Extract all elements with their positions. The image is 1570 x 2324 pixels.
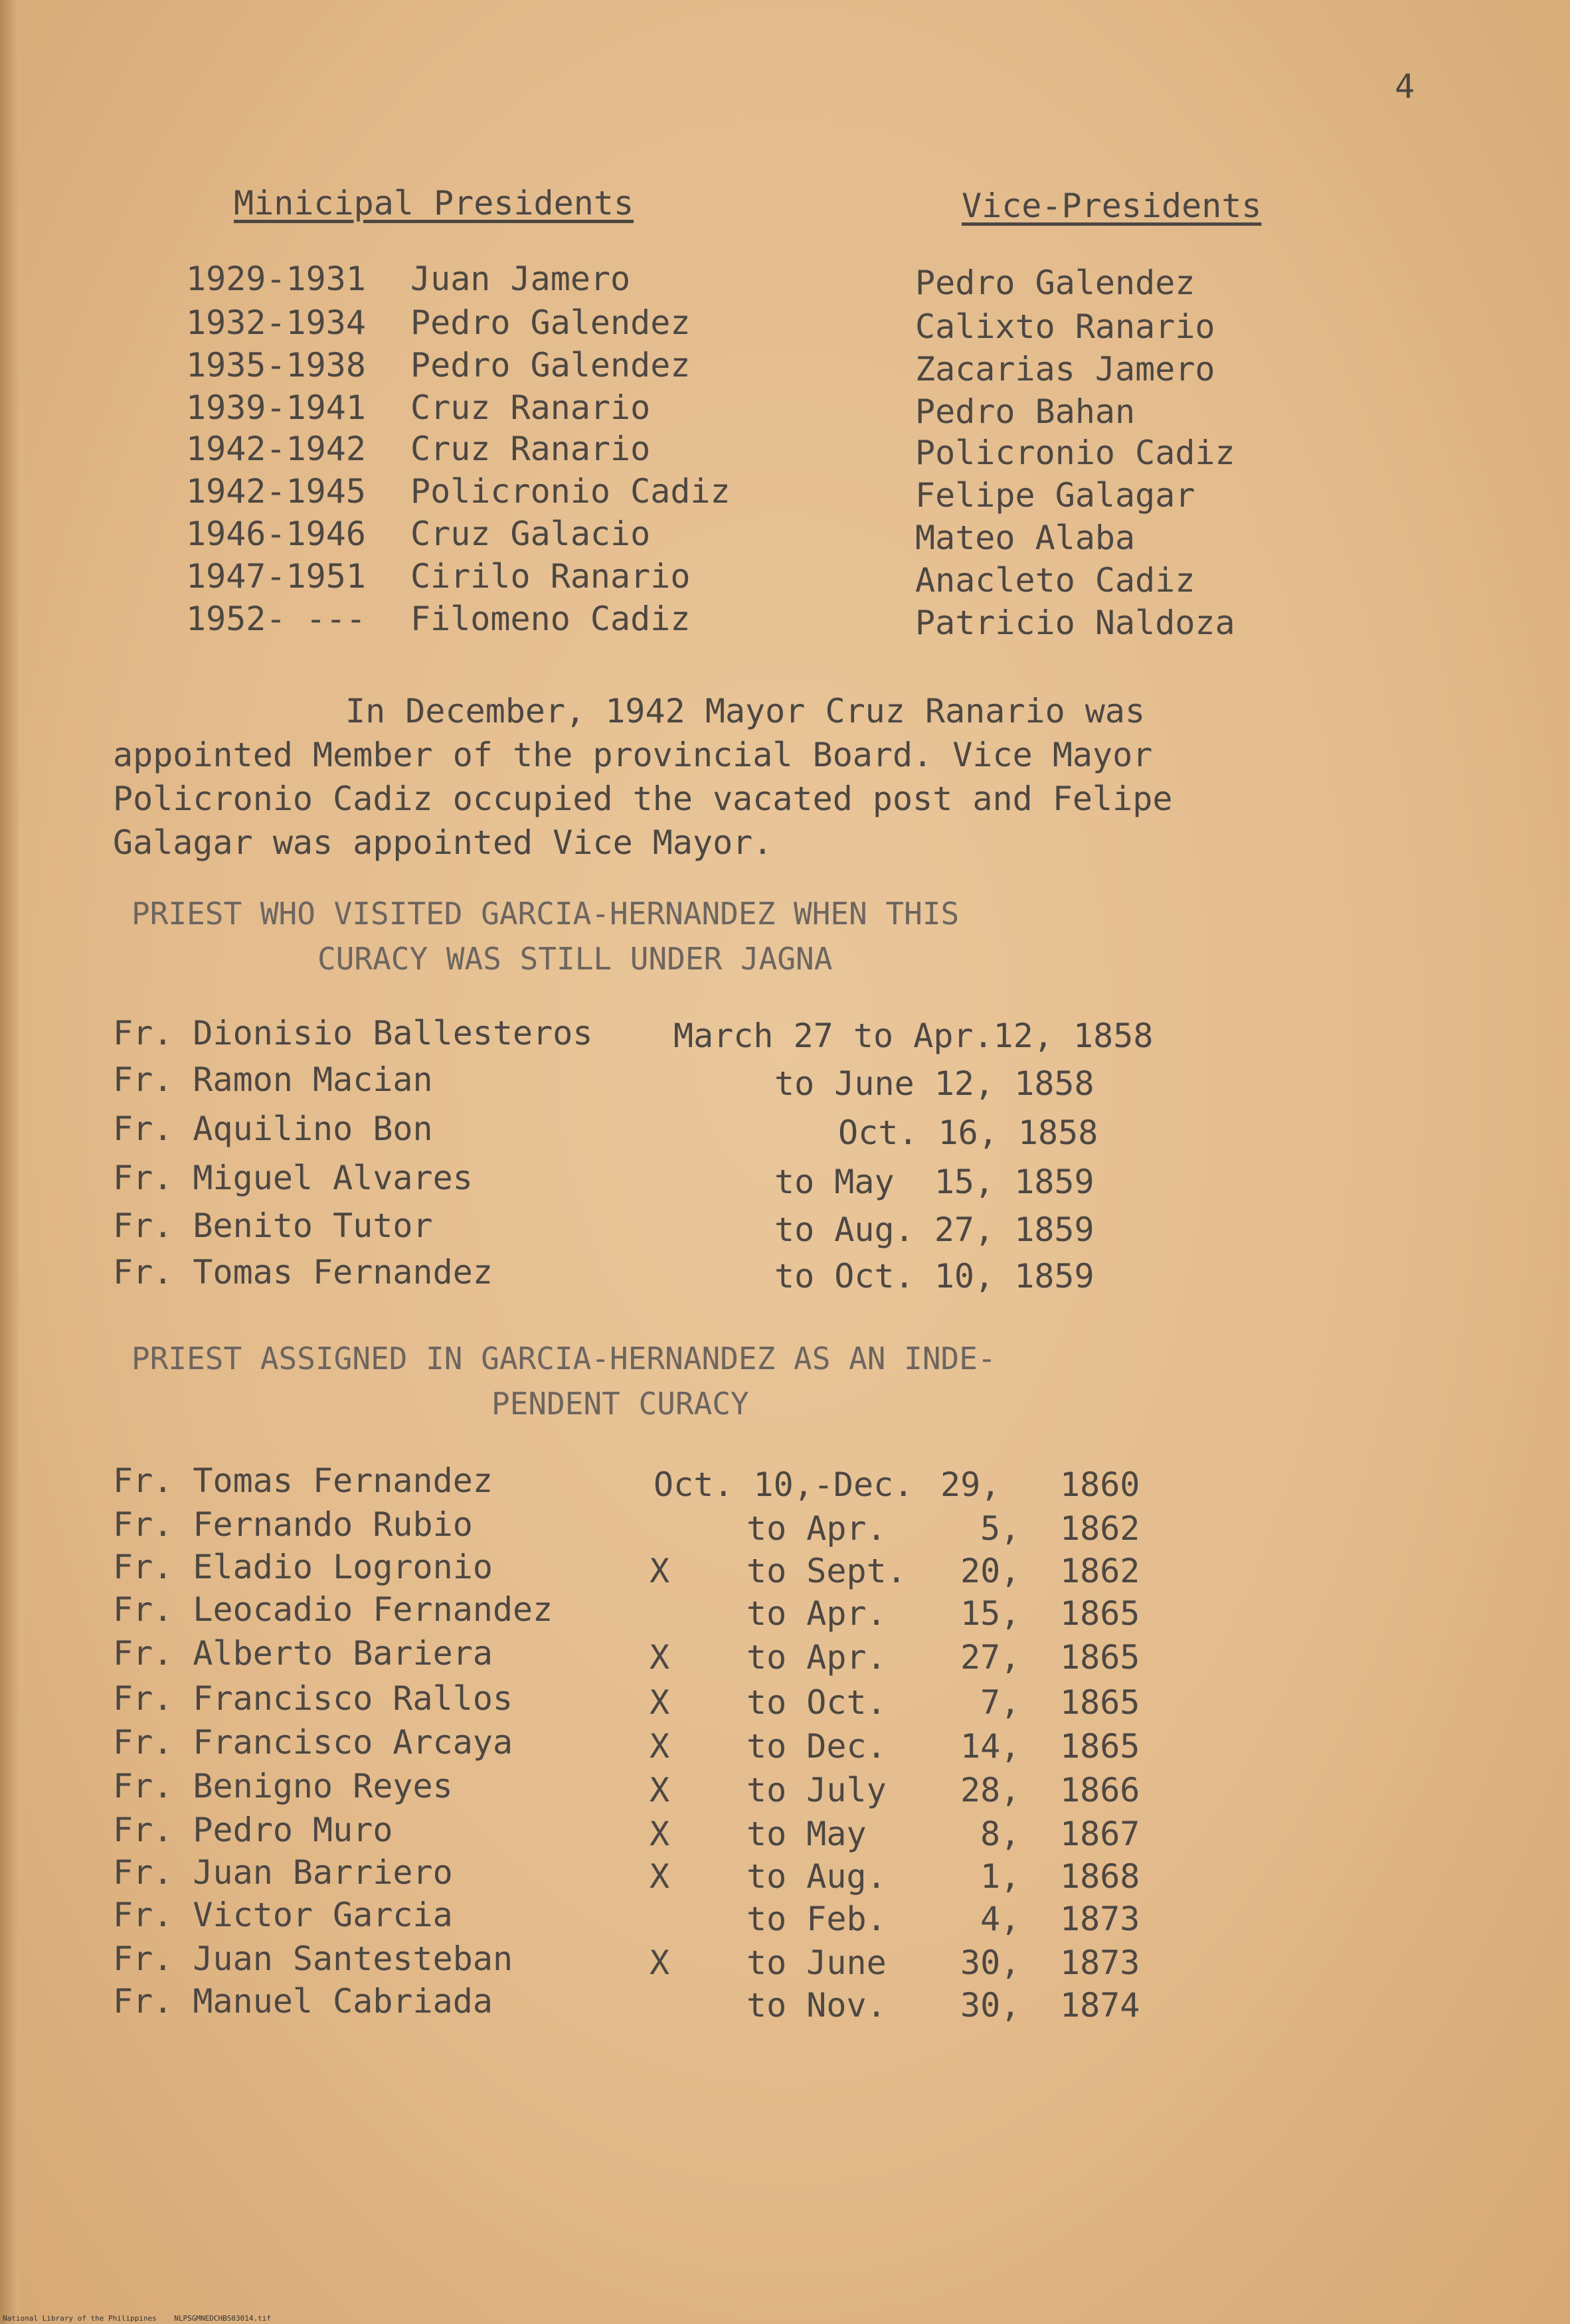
official-president: Juan Jamero bbox=[410, 260, 631, 298]
official-president: Pedro Galendez bbox=[410, 346, 691, 384]
assigned-priest-name: Fr. Francisco Arcaya bbox=[113, 1723, 513, 1762]
assigned-priest-name: Fr. Benigno Reyes bbox=[113, 1767, 453, 1805]
page-number: 4 bbox=[1395, 67, 1415, 106]
official-years: 1952- --- bbox=[186, 600, 366, 638]
page-spine bbox=[0, 0, 19, 2324]
official-president: Cruz Ranario bbox=[410, 388, 651, 427]
assigned-priest-month: to Feb. bbox=[746, 1900, 887, 1938]
assigned-priest-year: 1873 bbox=[1060, 1900, 1140, 1938]
assigned-priest-day: 15, bbox=[960, 1594, 1021, 1633]
assigned-priest-name: Fr. Victor Garcia bbox=[113, 1896, 453, 1934]
assigned-priest-month: to Dec. bbox=[746, 1727, 887, 1766]
vice-presidents-header: Vice-Presidents bbox=[962, 187, 1262, 225]
official-years: 1939-1941 bbox=[186, 388, 366, 427]
assigned-priest-mark: X bbox=[650, 1771, 670, 1809]
official-president: Policronio Cadiz bbox=[410, 472, 731, 511]
official-years: 1946-1946 bbox=[186, 515, 366, 553]
assigned-priest-day: 14, bbox=[960, 1727, 1021, 1766]
assigned-priest-month: to Apr. bbox=[746, 1638, 887, 1677]
mayor-paragraph: In December, 1942 Mayor Cruz Ranario was appointed Member of the provincial Board. Vice Mayor Policronio Cadiz occupied the vacated post and Felipe Galagar was appointed Vice Mayor. bbox=[113, 692, 1173, 862]
official-vice: Zacarias Jamero bbox=[915, 350, 1215, 388]
visiting-priest-name: Fr. Dionisio Ballesteros bbox=[113, 1014, 593, 1052]
assigned-priest-month: to Nov. bbox=[746, 1986, 887, 2025]
assigned-priest-mark: X bbox=[650, 1638, 670, 1677]
assigned-priest-mark: X bbox=[650, 1683, 670, 1722]
assigned-priest-mark: X bbox=[650, 1727, 670, 1766]
assigned-priest-name: Fr. Juan Santesteban bbox=[113, 1940, 513, 1978]
assigned-priest-year: 1874 bbox=[1060, 1986, 1140, 2025]
official-vice: Patricio Naldoza bbox=[915, 604, 1235, 642]
official-years: 1935-1938 bbox=[186, 346, 366, 384]
assigned-priest-month: to June bbox=[746, 1944, 887, 1982]
assigned-priest-name: Fr. Eladio Logronio bbox=[113, 1548, 493, 1586]
assigned-priest-year: 1873 bbox=[1060, 1944, 1140, 1982]
official-president: Pedro Galendez bbox=[410, 303, 691, 342]
assigned-priest-day: 29, bbox=[940, 1465, 1001, 1504]
assigned-priest-day: 30, bbox=[960, 1986, 1021, 2025]
official-vice: Felipe Galagar bbox=[915, 476, 1195, 515]
official-vice: Anacleto Cadiz bbox=[915, 561, 1195, 600]
official-vice: Policronio Cadiz bbox=[915, 434, 1235, 472]
assigned-priest-day: 27, bbox=[960, 1638, 1021, 1677]
assigned-priest-month: to Apr. bbox=[746, 1594, 887, 1633]
assigned-priest-year: 1868 bbox=[1060, 1857, 1140, 1896]
official-president: Cirilo Ranario bbox=[410, 557, 691, 596]
assigned-priest-name: Fr. Tomas Fernandez bbox=[113, 1461, 493, 1500]
assigned-priest-year: 1865 bbox=[1060, 1683, 1140, 1722]
assigned-priest-month: to Apr. bbox=[746, 1509, 887, 1548]
assigned-priest-name: Fr. Manuel Cabriada bbox=[113, 1982, 493, 2021]
assigned-priest-day: 7, bbox=[980, 1683, 1021, 1722]
assigned-priest-year: 1865 bbox=[1060, 1594, 1140, 1633]
visiting-priests-title-line2: CURACY WAS STILL UNDER JAGNA bbox=[317, 941, 833, 977]
assigned-priest-mark: X bbox=[650, 1944, 670, 1982]
assigned-priest-name: Fr. Leocadio Fernandez bbox=[113, 1590, 553, 1629]
assigned-priest-mark: X bbox=[650, 1857, 670, 1896]
official-vice: Pedro Galendez bbox=[915, 264, 1195, 302]
assigned-priest-month: to Sept. bbox=[746, 1552, 907, 1590]
assigned-priest-mark: X bbox=[650, 1815, 670, 1853]
assigned-priest-name: Fr. Alberto Bariera bbox=[113, 1634, 493, 1673]
visiting-priests-title-line1: PRIEST WHO VISITED GARCIA-HERNANDEZ WHEN THIS bbox=[131, 896, 960, 932]
official-vice: Pedro Bahan bbox=[915, 392, 1136, 431]
assigned-priest-name: Fr. Francisco Rallos bbox=[113, 1679, 513, 1718]
assigned-priest-day: 4, bbox=[980, 1900, 1021, 1938]
assigned-priests-title-line2: PENDENT CURACY bbox=[491, 1386, 749, 1422]
official-vice: Mateo Alaba bbox=[915, 519, 1136, 557]
assigned-priest-month: to May bbox=[746, 1815, 867, 1853]
assigned-priest-day: 5, bbox=[980, 1509, 1021, 1548]
assigned-priest-year: 1867 bbox=[1060, 1815, 1140, 1853]
assigned-priest-day: 28, bbox=[960, 1771, 1021, 1809]
official-vice: Calixto Ranario bbox=[915, 307, 1215, 346]
assigned-priest-year: 1860 bbox=[1060, 1465, 1140, 1504]
assigned-priest-day: 8, bbox=[980, 1815, 1021, 1853]
assigned-priest-name: Fr. Juan Barriero bbox=[113, 1853, 453, 1892]
presidents-header: Minicipal Presidents bbox=[234, 184, 634, 222]
assigned-priest-year: 1865 bbox=[1060, 1727, 1140, 1766]
assigned-priest-month: to Aug. bbox=[746, 1857, 887, 1896]
visiting-priest-name: Fr. Aquilino Bon bbox=[113, 1110, 433, 1148]
assigned-priest-year: 1865 bbox=[1060, 1638, 1140, 1677]
assigned-priest-year: 1862 bbox=[1060, 1509, 1140, 1548]
assigned-priest-month: to Oct. bbox=[746, 1683, 887, 1722]
assigned-priest-year: 1862 bbox=[1060, 1552, 1140, 1590]
assigned-priest-mark: X bbox=[650, 1552, 670, 1590]
assigned-priest-name: Fr. Pedro Muro bbox=[113, 1811, 393, 1849]
assigned-priest-month: to July bbox=[746, 1771, 887, 1809]
visiting-priest-name: Fr. Ramon Macian bbox=[113, 1060, 433, 1099]
official-years: 1947-1951 bbox=[186, 557, 366, 596]
official-president: Cruz Ranario bbox=[410, 430, 651, 468]
official-years: 1929-1931 bbox=[186, 260, 366, 298]
footer-caption: National Library of the Philippines NLPSGMNEDCHBS03014.tif bbox=[3, 2314, 271, 2323]
assigned-priest-day: 1, bbox=[980, 1857, 1021, 1896]
assigned-priest-month: Oct. 10,-Dec. bbox=[654, 1465, 914, 1504]
official-president: Filomeno Cadiz bbox=[410, 600, 691, 638]
official-years: 1942-1942 bbox=[186, 430, 366, 468]
assigned-priests-title-line1: PRIEST ASSIGNED IN GARCIA-HERNANDEZ AS AN INDE- bbox=[131, 1341, 996, 1376]
visiting-priest-dates: to Oct. 10, 1859 bbox=[774, 1257, 1094, 1295]
official-president: Cruz Galacio bbox=[410, 515, 651, 553]
visiting-priest-dates: to Aug. 27, 1859 bbox=[774, 1210, 1094, 1249]
assigned-priest-day: 20, bbox=[960, 1552, 1021, 1590]
visiting-priest-dates: to June 12, 1858 bbox=[774, 1064, 1094, 1103]
assigned-priest-year: 1866 bbox=[1060, 1771, 1140, 1809]
visiting-priest-name: Fr. Miguel Alvares bbox=[113, 1159, 473, 1197]
visiting-priest-name: Fr. Tomas Fernandez bbox=[113, 1253, 493, 1291]
assigned-priest-day: 30, bbox=[960, 1944, 1021, 1982]
visiting-priest-dates: to May 15, 1859 bbox=[774, 1163, 1094, 1201]
assigned-priest-name: Fr. Fernando Rubio bbox=[113, 1505, 473, 1544]
official-years: 1932-1934 bbox=[186, 303, 366, 342]
official-years: 1942-1945 bbox=[186, 472, 366, 511]
visiting-priest-name: Fr. Benito Tutor bbox=[113, 1206, 433, 1245]
visiting-priest-dates: March 27 to Apr.12, 1858 bbox=[673, 1017, 1154, 1055]
visiting-priest-dates: Oct. 16, 1858 bbox=[838, 1114, 1098, 1152]
